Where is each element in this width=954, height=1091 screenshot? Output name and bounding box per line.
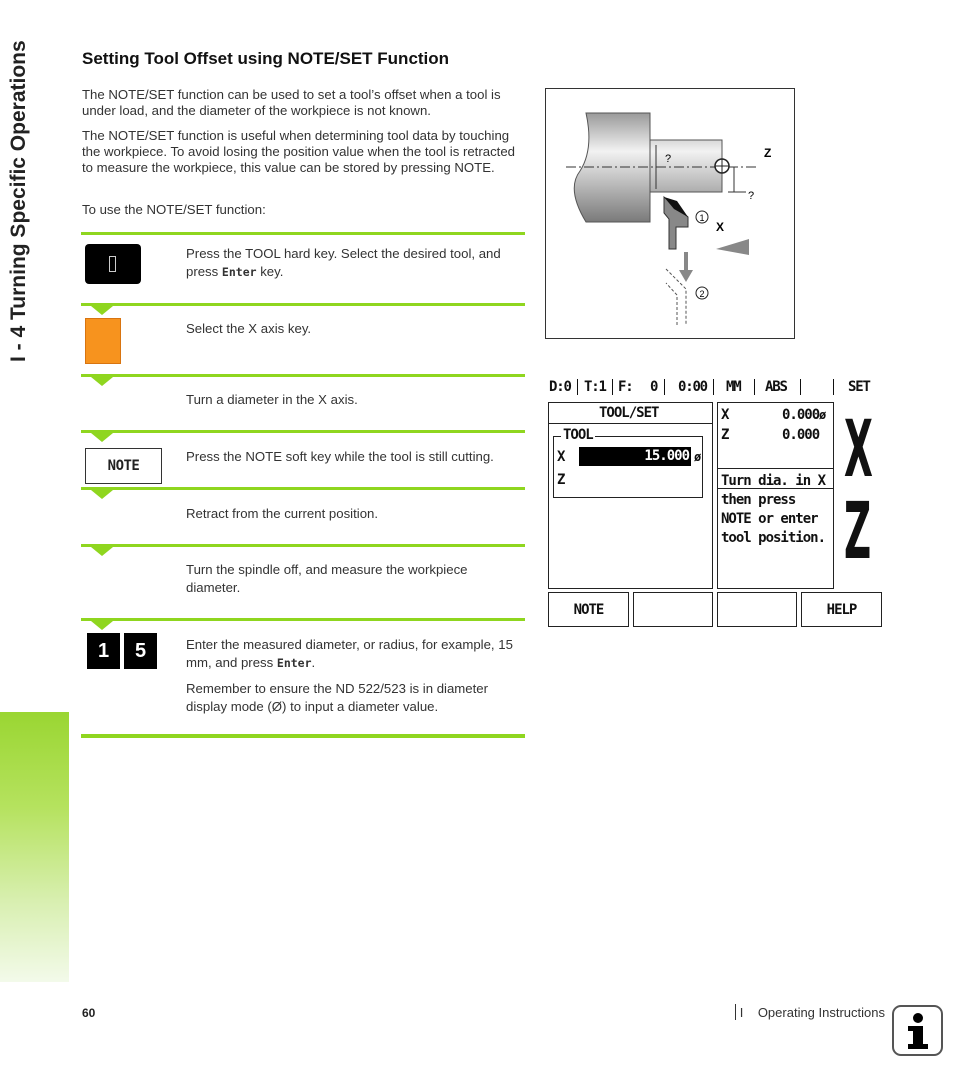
status-set: SET	[848, 379, 870, 395]
intro-paragraph: The NOTE/SET function can be used to set a tool’s offset when a tool is under load, and the diameter of the workpiece is not known.	[82, 87, 501, 118]
step-text: Press the TOOL hard key. Select the desired tool, and press Enter key.	[186, 246, 501, 279]
section-title: I - 4 Turning Specific Operations	[7, 40, 30, 362]
form-x-label: X	[557, 449, 565, 465]
tool-key[interactable]	[85, 244, 141, 284]
step-divider	[81, 374, 525, 377]
step-arrow-icon	[91, 377, 113, 386]
step-divider	[81, 430, 525, 433]
step-arrow-icon	[91, 433, 113, 442]
step-note: Remember to ensure the ND 522/523 is in diameter display mode (Ø) to input a diameter value.	[186, 681, 488, 714]
step-text: Select the X axis key.	[186, 321, 312, 336]
z-axis-label: Z	[764, 146, 772, 160]
step-divider	[81, 303, 525, 306]
info-glyph	[894, 1007, 941, 1054]
tool-set-form	[548, 402, 713, 589]
form-title: TOOL/SET	[599, 405, 659, 421]
big-x-axis-label: X	[844, 405, 873, 495]
step-text: Press the NOTE soft key while the tool is still cutting.	[186, 449, 494, 464]
status-mode: ABS	[765, 379, 787, 395]
callout-2: 2	[699, 289, 705, 299]
softkey-help[interactable]: HELP	[801, 592, 882, 627]
step-text: Enter the measured diameter, or radius, for example, 15 mm, and press Enter.	[186, 637, 513, 670]
status-tool: T:1	[584, 379, 606, 395]
status-unit: MM	[726, 379, 741, 395]
info-icon	[892, 1005, 943, 1056]
status-datum: D:0	[549, 379, 571, 395]
step-divider	[81, 232, 525, 235]
step-arrow-icon	[91, 547, 113, 556]
tool-icon	[109, 256, 116, 272]
message-line: NOTE or enter	[721, 511, 818, 527]
pos-x-value: 0.000	[782, 407, 820, 423]
step-text: Retract from the current position.	[186, 506, 379, 521]
message-line: Turn dia. in X	[721, 473, 826, 489]
x-value-input[interactable]: 15.000	[579, 447, 691, 466]
step-divider	[81, 618, 525, 621]
digit-key-5[interactable]: 5	[124, 633, 157, 669]
step-arrow-icon	[91, 490, 113, 499]
form-group-label: TOOL	[563, 427, 593, 443]
x-axis-label: X	[716, 220, 725, 234]
message-line: tool position.	[721, 530, 826, 546]
callout-1: 1	[699, 213, 705, 223]
diameter-icon: ø	[819, 408, 826, 422]
pos-z-value: 0.000	[782, 427, 820, 443]
step-text: Turn the spindle off, and measure the workpiece diameter.	[186, 562, 468, 595]
footer-separator	[735, 1004, 736, 1020]
unknown-radius-label: ?	[748, 190, 755, 202]
step-divider	[81, 487, 525, 490]
status-feed: F:	[618, 379, 633, 395]
page-heading: Setting Tool Offset using NOTE/SET Function	[82, 49, 450, 68]
lathe-illustration	[546, 89, 796, 340]
status-timer: 0:00	[678, 379, 707, 395]
page-number: 60	[82, 1006, 96, 1020]
message-line: then press	[721, 492, 796, 508]
status-feed-value: 0	[650, 379, 658, 395]
step-arrow-icon	[91, 621, 113, 630]
message-panel	[717, 468, 834, 589]
note-soft-key[interactable]: NOTE	[85, 448, 162, 484]
dro-screen	[546, 375, 886, 630]
pos-x-label: X	[721, 407, 729, 423]
intro-paragraph: The NOTE/SET function is useful when determining tool data by touching the workpiece. To avoid losing the position value when the tool is retracted to measure the workpiece, this value can be stored by pressing NOTE.	[82, 128, 516, 175]
digit-key-1[interactable]: 1	[87, 633, 120, 669]
big-z-axis-label: Z	[844, 487, 872, 577]
softkey-note[interactable]: NOTE	[548, 592, 629, 627]
step-end-divider	[81, 734, 525, 738]
diameter-icon: ø	[694, 450, 701, 464]
softkey-blank-1[interactable]	[633, 592, 713, 627]
lathe-diagram	[545, 88, 795, 339]
step-arrow-icon	[91, 306, 113, 315]
step-divider	[81, 544, 525, 547]
section-name: I Operating Instructions	[739, 1005, 885, 1020]
side-band	[0, 712, 69, 982]
unknown-diameter-label: ?	[665, 153, 672, 165]
form-z-label: Z	[557, 472, 565, 488]
intro-paragraph: To use the NOTE/SET function:	[82, 202, 266, 217]
x-axis-key[interactable]	[85, 318, 121, 364]
pos-z-label: Z	[721, 427, 729, 443]
softkey-blank-2[interactable]	[717, 592, 797, 627]
step-text: Turn a diameter in the X axis.	[186, 392, 358, 407]
